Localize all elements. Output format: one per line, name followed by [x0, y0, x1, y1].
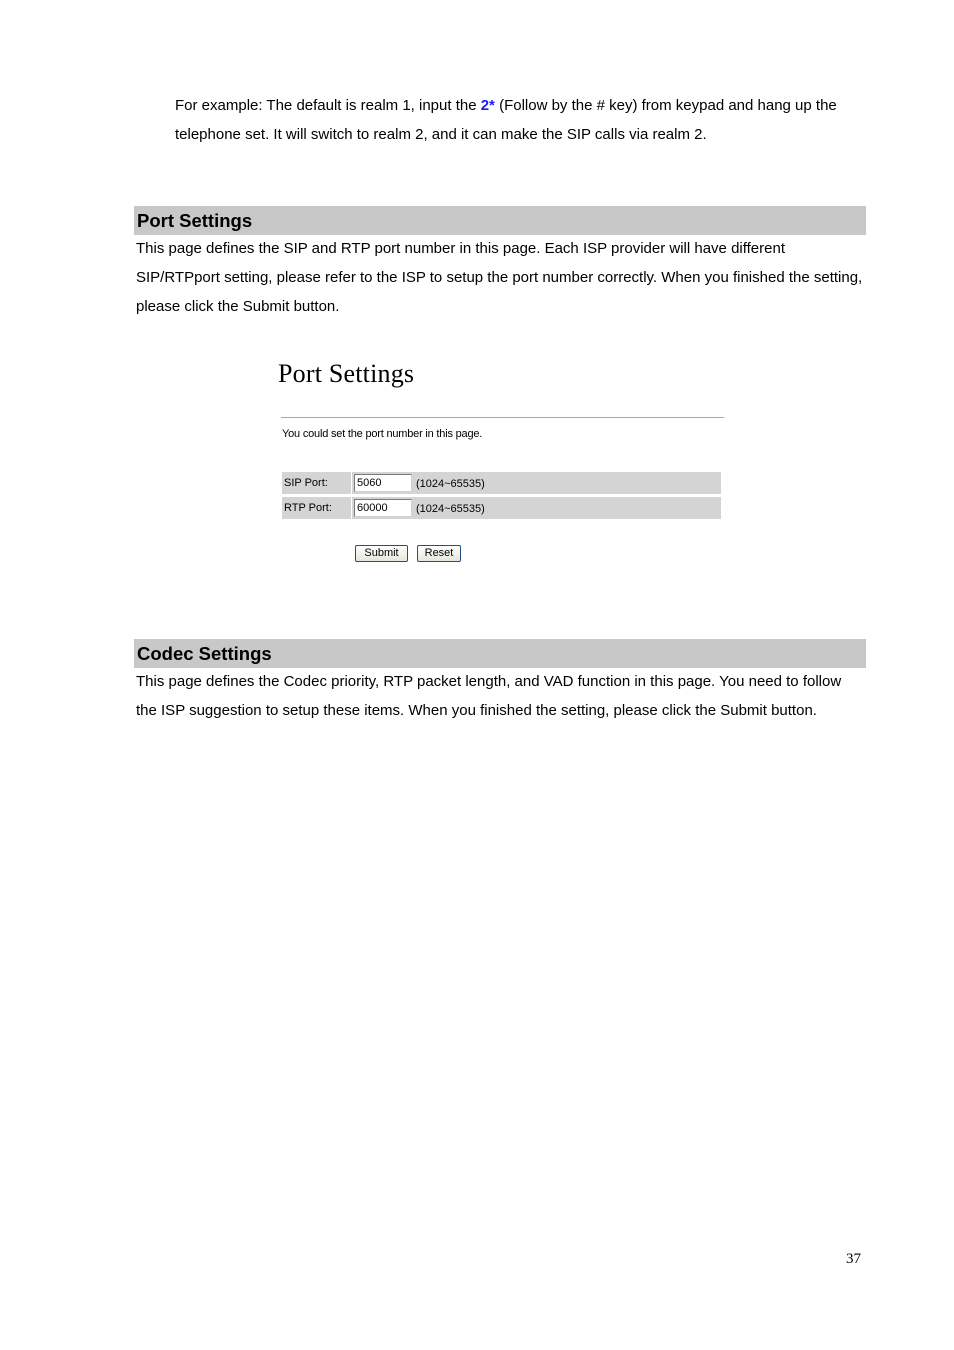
- port-settings-description: This page defines the SIP and RTP port number in this page. Each ISP provider will have different SIP/RTPport setting, please refer to the ISP to setup the port number correctly. When you finished the setting, please click the Submit button.: [136, 240, 863, 315]
- rtp-port-label: RTP Port:: [283, 497, 352, 519]
- port-settings-heading-bar: [134, 206, 866, 235]
- rtp-port-input[interactable]: 60000: [354, 499, 412, 517]
- sip-port-input[interactable]: 5060: [354, 474, 412, 492]
- port-settings-heading: Port Settings: [137, 210, 253, 231]
- intro-text-after: (Follow by the # key) from keypad and hang up the telephone set. It will switch to realm 2, and it can make the SIP calls via realm 2.: [175, 97, 837, 143]
- reset-button[interactable]: Reset: [417, 545, 461, 562]
- port-settings-screenshot: [278, 355, 728, 575]
- sip-port-row: [282, 472, 721, 494]
- screenshot-title: Port Settings: [278, 359, 415, 388]
- screenshot-divider: [281, 417, 724, 418]
- intro-text-before: For example: The default is realm 1, input the: [175, 97, 481, 114]
- intro-paragraph: [175, 92, 875, 149]
- intro-highlight: 2*: [480, 97, 495, 114]
- page-number: 37: [846, 1251, 861, 1267]
- codec-settings-heading-bar: [134, 639, 866, 668]
- codec-settings-description: This page defines the Codec priority, RTP packet length, and VAD function in this page. You need to follow the ISP suggestion to setup these items. When you finished the setting, please click the Submit button.: [136, 673, 842, 719]
- rtp-port-row: [282, 497, 721, 519]
- submit-button[interactable]: Submit: [355, 545, 408, 562]
- sip-port-label: SIP Port:: [283, 472, 352, 494]
- screenshot-description: You could set the port number in this page.: [282, 428, 483, 440]
- rtp-port-range: (1024~65535): [416, 503, 485, 515]
- codec-settings-heading: Codec Settings: [137, 643, 272, 664]
- sip-port-range: (1024~65535): [416, 478, 485, 490]
